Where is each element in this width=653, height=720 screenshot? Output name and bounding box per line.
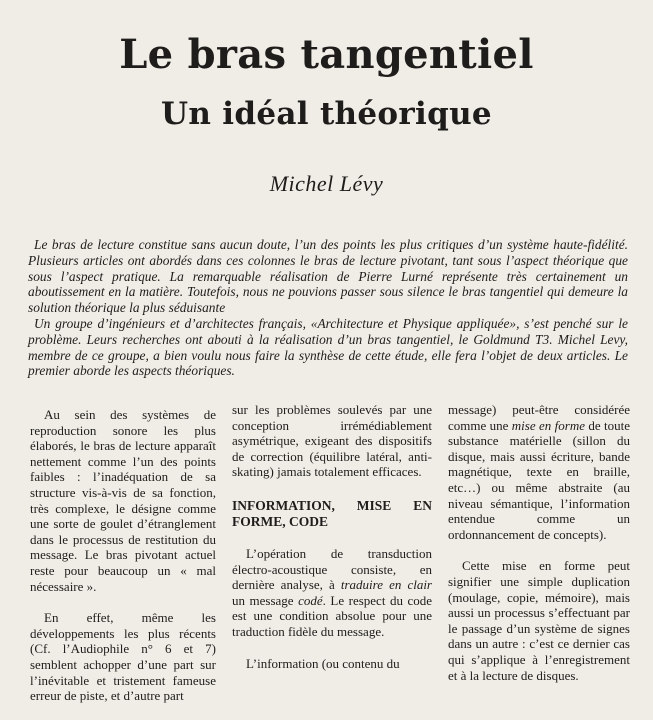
column-2-paragraph-2 <box>232 546 432 640</box>
intro-paragraph-1: Le bras de lecture constitue sans aucun doute, l’un des points les plus critiques d’un système haute-fidélité. Plusieurs articles ont abordés dans ces colonnes le bras de lecture pivotant, tant sous l’aspect théorique que sous l’aspect pratique. La remarquable réalisation de Pierre Lurné représente très certainement un aboutissement en la matière. Toutefois, nous ne pouvions passer sous silence le bras tangentiel qui demeure la solution théorique la plus séduisante <box>28 237 628 316</box>
author-byline: Michel Lévy <box>269 171 384 196</box>
article-title: Le bras tangentiel <box>119 31 534 78</box>
column-1 <box>30 407 216 720</box>
section-heading: INFORMATION, MISE EN FORME, CODE <box>232 497 432 529</box>
intro-block <box>28 237 628 379</box>
text-run: un message <box>232 592 299 608</box>
emphasis-mise-en-forme: mise en forme <box>511 417 585 433</box>
text-run: L’opération de transduction électro-acoustique consiste, en dernière analyse, à <box>232 545 432 593</box>
column-3 <box>448 402 630 699</box>
column-2-paragraph-3: L’information (ou contenu du <box>246 655 400 671</box>
column-1-paragraph-1: Au sein des systèmes de reproduction sonore les plus élaborés, le bras de lecture apparaît nettement comme l’un des points faibles : l’inadéquation de sa structure vis-à-vis de sa fonction, très complexe, le désigne comme une sorte de goulet d’étranglement dans le processus de restitution du message. Le bras pivotant actuel reste pour beaucoup un « mal nécessaire ». <box>30 407 216 594</box>
column-2-paragraph-1: sur les problèmes soulevés par une conception irrémédiablement asymétrique, exigeant des dispositifs de correction (équilibre latéral, anti-skating) jamais totalement efficaces. <box>232 402 432 480</box>
text-run: message) peut-être considérée comme une <box>448 402 630 433</box>
column-3-paragraph-2: Cette mise en forme peut signifier une simple duplication (moulage, copie, mémoire), mais aussi un processus s’effectuant par le passage d’un système de signes dans un autre : c’est ce dernier cas qui s’applique à l’enregistrement et à la lecture de disques. <box>448 558 630 683</box>
column-2 <box>232 402 432 687</box>
intro-paragraph-2: Un groupe d’ingénieurs et d’architectes français, «Architecture et Physique appliquée», s’est penché sur le problème. Leurs recherches ont abouti à la réalisation d’un bras tangentiel, le Goldmund T3. Michel Levy, membre de ce groupe, a bien voulu nous faire la synthèse de cette étude, elle fera l’objet de deux articles. Le premier aborde les aspects théoriques. <box>28 315 628 379</box>
emphasis-traduire: traduire en clair <box>340 577 432 593</box>
emphasis-code: codé <box>298 592 323 608</box>
text-run: de toute substance matérielle (sillon du disque, mais aussi écriture, bande magnétique, texte en braille, etc…) ou même abstraite (au niveau sémantique, l’information entendue comme un ordonnancement de concepts). <box>448 417 630 542</box>
column-1-paragraph-2: En effet, même les développements les plus récents (Cf. l’Audiophile n° 6 et 7) semblent achopper d’une part sur l’inévitable et tristement fameuse erreur de piste, et d’autre part <box>30 610 216 704</box>
article-subtitle: Un idéal théorique <box>161 96 492 132</box>
text-run: . Le respect du code est une condition absolue pour une traduction fidèle du message. <box>232 592 432 639</box>
column-3-paragraph-1 <box>448 402 630 542</box>
